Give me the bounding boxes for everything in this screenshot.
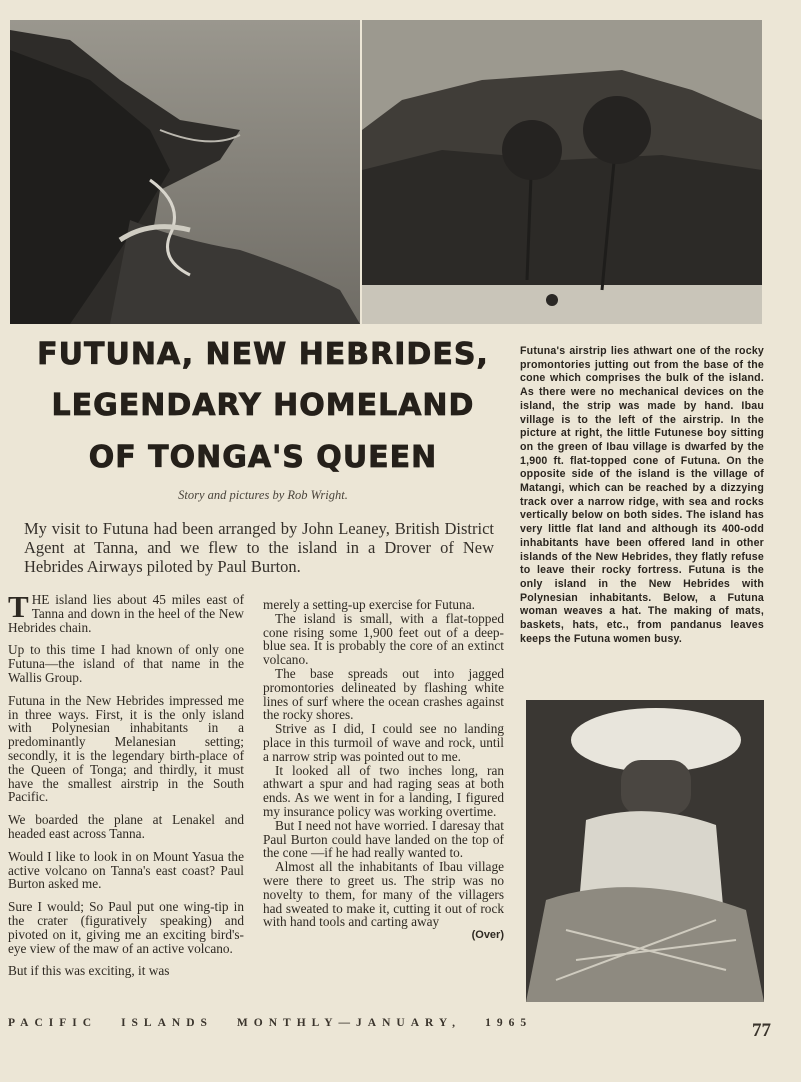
footer-publication: PACIFIC ISLANDS MONTHLY—JANUARY, 1965: [8, 1017, 533, 1029]
paragraph: Strive as I did, I could see no landing place in this turmoil of wave and rock, until a narrow strip was pointed out to me.: [263, 721, 504, 764]
paragraph: THE island lies about 45 miles east of Tanna and down in the heel of the New Hebrides chain.: [8, 589, 244, 635]
paragraph: Would I like to look in on Mount Yasua the active volcano on Tanna's east coast? Paul Burton asked me.: [8, 848, 244, 892]
headline-line-3: OF TONGA'S QUEEN: [88, 440, 438, 475]
paragraph: We boarded the plane at Lenakel and headed east across Tanna.: [8, 812, 244, 841]
paragraph: The island is small, with a flat-topped cone rising some 1,900 feet out of a deep-blue sea. It is probably the core of an extinct volcano.: [263, 610, 504, 668]
paragraph: Futuna in the New Hebrides impressed me in three ways. First, it is the only island with Polynesian inhabitants in a predominantly Melanesian setting; secondly, it is the legendary birth-place of the Queen of Tonga; and thirdly, it must have the smallest airstrip in the South Pacific.: [8, 692, 244, 805]
paragraph: Up to this time I had known of only one Futuna—the island of that name in the Wallis Group.: [8, 642, 244, 685]
paragraph: The base spreads out into jagged promontories delineated by flashing white lines of surf where the ocean crashes against the rocky shores.: [263, 665, 504, 723]
page-number: 77: [752, 1020, 771, 1041]
article-column-2: [263, 598, 504, 943]
village-mountain-photo: [362, 20, 762, 324]
headline-line-2: LEGENDARY HOMELAND: [51, 388, 475, 423]
drop-cap: T: [8, 589, 29, 624]
aerial-coastline-photo: [10, 20, 360, 324]
paragraph: But I need not have worried. I daresay that Paul Burton could have landed on the top of the cone —if he had really wanted to.: [263, 817, 504, 861]
article-column-1: [8, 589, 244, 987]
paragraph: Almost all the inhabitants of Ibau village were there to greet us. The strip was no novelty to them, for many of the villagers had sweated to make it, cutting it out of rock with hand tools and carting away: [263, 859, 504, 930]
continued-marker: (Over): [471, 929, 504, 942]
paragraph: It looked all of two inches long, ran athwart a spur and had raging seas at both ends. As we went in for a landing, I figured my insurance policy was working overtime.: [263, 762, 504, 819]
woman-weaving-photo: [526, 700, 764, 1002]
intro-paragraph: My visit to Futuna had been arranged by John Leaney, British District Agent at Tanna, and we flew to the island in a Drover of New Hebrides Airways piloted by Paul Burton.: [24, 519, 494, 576]
photo-caption: Futuna's airstrip lies athwart one of the rocky promontories jutting out from the base of the cone which comprises the bulk of the island. As there were no mechanical devices on the island, the strip was made by hand. Ibau village is to the left of the airstrip. In the picture at right, the little Futunese boy sitting on the green of Ibau village is dwarfed by the 1,900 ft. flat-topped cone of Futuna. On the opposite side of the island is the village of Matangi, which can be reached by a dizzying track over a narrow ridge, with sea and rocks vertically below on both sides. The island has very little flat land and although its 400-odd inhabitants have been offered land in other islands of the New Hebrides, they flatly refuse to leave their rocky fortress. Futuna is the only island in the New Hebrides with Polynesian inhabitants. Below, a Futuna woman weaves a hat. The making of mats, baskets, hats, etc., from pandanus leaves keeps the Futuna women busy.: [520, 345, 764, 645]
paragraph: But if this was exciting, it was: [8, 963, 170, 979]
paragraph: merely a setting-up exercise for Futuna.: [263, 597, 475, 612]
headline-line-1: FUTUNA, NEW HEBRIDES,: [37, 337, 489, 372]
paragraph: Sure I would; So Paul put one wing-tip in the crater (figuratively speaking) and pivoted on it, giving me an exciting bird's-eye view of the maw of an active volcano.: [8, 899, 244, 956]
byline: Story and pictures by Rob Wright.: [178, 488, 348, 502]
